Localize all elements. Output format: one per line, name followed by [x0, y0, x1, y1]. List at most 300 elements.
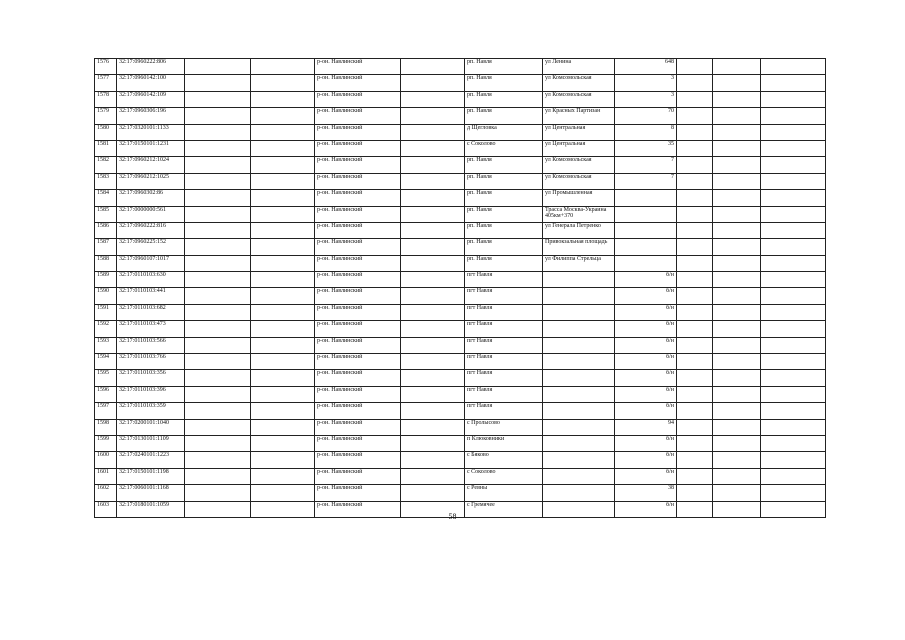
cell-house-number: б/н	[615, 386, 677, 402]
table-row	[95, 468, 826, 484]
cell-blank-col-11	[713, 386, 761, 402]
cell-blank-col-4	[251, 452, 315, 468]
cell-blank-col-3	[185, 239, 251, 255]
cell-blank-col-10	[677, 403, 713, 419]
cell-house-number: 3	[615, 75, 677, 91]
cell-cadastral-number: 32:17:0960306:196	[117, 108, 185, 124]
cell-locality: с Гремячее	[465, 501, 543, 517]
cell-blank-col-6	[401, 222, 465, 238]
cell-blank-col-6	[401, 255, 465, 271]
cell-blank-col-4	[251, 75, 315, 91]
cell-blank-col-12	[761, 255, 826, 271]
cell-blank-col-12	[761, 272, 826, 288]
cell-cadastral-number: 32:17:0110103:473	[117, 321, 185, 337]
cell-district: р-он. Навлинский	[315, 206, 401, 222]
cell-blank-col-4	[251, 91, 315, 107]
cell-locality: с Соколово	[465, 468, 543, 484]
cell-row-index: 1582	[95, 157, 117, 173]
cell-house-number: 8	[615, 124, 677, 140]
cell-blank-col-6	[401, 206, 465, 222]
cell-blank-col-12	[761, 386, 826, 402]
cell-blank-col-3	[185, 304, 251, 320]
table-row	[95, 124, 826, 140]
cell-blank-col-11	[713, 419, 761, 435]
cell-cadastral-number: 32:17:0960107:1017	[117, 255, 185, 271]
cell-row-index: 1578	[95, 91, 117, 107]
cell-blank-col-10	[677, 272, 713, 288]
cell-blank-col-4	[251, 354, 315, 370]
cell-blank-col-4	[251, 255, 315, 271]
table-body	[95, 59, 826, 518]
cell-blank-col-6	[401, 272, 465, 288]
cell-blank-col-12	[761, 337, 826, 353]
cell-blank-col-12	[761, 222, 826, 238]
cell-cadastral-number: 32:17:0960142:109	[117, 91, 185, 107]
cell-locality: рп. Навля	[465, 91, 543, 107]
cell-blank-col-11	[713, 157, 761, 173]
cell-street	[543, 419, 615, 435]
cell-house-number: 38	[615, 485, 677, 501]
cell-district: р-он. Навлинский	[315, 190, 401, 206]
table-row	[95, 321, 826, 337]
cell-blank-col-10	[677, 59, 713, 75]
cell-row-index: 1596	[95, 386, 117, 402]
cell-blank-col-4	[251, 403, 315, 419]
cell-blank-col-3	[185, 386, 251, 402]
cell-district: р-он. Навлинский	[315, 222, 401, 238]
cell-cadastral-number: 32:17:0130101:1109	[117, 435, 185, 451]
cell-blank-col-3	[185, 370, 251, 386]
cell-district: р-он. Навлинский	[315, 173, 401, 189]
cell-house-number: б/н	[615, 321, 677, 337]
cell-blank-col-10	[677, 419, 713, 435]
cell-blank-col-4	[251, 108, 315, 124]
cell-street	[543, 321, 615, 337]
cell-house-number: б/н	[615, 435, 677, 451]
cell-row-index: 1581	[95, 140, 117, 156]
cell-street: Привокзальная площадь	[543, 239, 615, 255]
cell-blank-col-4	[251, 435, 315, 451]
cell-blank-col-4	[251, 468, 315, 484]
cell-house-number	[615, 222, 677, 238]
cell-blank-col-4	[251, 124, 315, 140]
cell-blank-col-10	[677, 190, 713, 206]
cell-row-index: 1586	[95, 222, 117, 238]
cell-locality: рп. Навля	[465, 222, 543, 238]
cell-blank-col-4	[251, 419, 315, 435]
cell-house-number: б/н	[615, 272, 677, 288]
cell-house-number	[615, 206, 677, 222]
cell-blank-col-4	[251, 173, 315, 189]
cell-blank-col-6	[401, 403, 465, 419]
cell-blank-col-6	[401, 140, 465, 156]
cell-blank-col-6	[401, 321, 465, 337]
table-row	[95, 108, 826, 124]
cell-blank-col-11	[713, 288, 761, 304]
cell-blank-col-10	[677, 435, 713, 451]
cell-blank-col-12	[761, 321, 826, 337]
cell-locality: пгт Навля	[465, 337, 543, 353]
cell-blank-col-10	[677, 370, 713, 386]
cell-row-index: 1598	[95, 419, 117, 435]
cell-district: р-он. Навлинский	[315, 370, 401, 386]
table-row	[95, 386, 826, 402]
cell-house-number	[615, 239, 677, 255]
cell-locality: д Щегловка	[465, 124, 543, 140]
cell-street	[543, 485, 615, 501]
cell-street: ул Комсомольская	[543, 75, 615, 91]
cell-row-index: 1601	[95, 468, 117, 484]
table-row	[95, 288, 826, 304]
cell-blank-col-12	[761, 468, 826, 484]
cell-cadastral-number: 32:17:0150101:1231	[117, 140, 185, 156]
cell-street	[543, 288, 615, 304]
cell-blank-col-6	[401, 386, 465, 402]
cell-street: ул Ленина	[543, 59, 615, 75]
cell-blank-col-3	[185, 288, 251, 304]
cell-blank-col-6	[401, 157, 465, 173]
cell-blank-col-11	[713, 337, 761, 353]
cell-locality: рп. Навля	[465, 75, 543, 91]
cell-locality: пгт Навля	[465, 272, 543, 288]
cell-district: р-он. Навлинский	[315, 255, 401, 271]
cell-blank-col-6	[401, 337, 465, 353]
cell-blank-col-3	[185, 190, 251, 206]
table-row	[95, 173, 826, 189]
cell-row-index: 1591	[95, 304, 117, 320]
cell-district: р-он. Навлинский	[315, 91, 401, 107]
cell-blank-col-3	[185, 435, 251, 451]
cell-house-number: б/н	[615, 403, 677, 419]
cell-blank-col-4	[251, 190, 315, 206]
cell-blank-col-11	[713, 222, 761, 238]
cell-cadastral-number: 32:17:0960222:816	[117, 222, 185, 238]
table-row	[95, 222, 826, 238]
table-row	[95, 59, 826, 75]
cell-blank-col-6	[401, 452, 465, 468]
cell-locality: пгт Навля	[465, 354, 543, 370]
cell-blank-col-10	[677, 354, 713, 370]
cell-blank-col-10	[677, 452, 713, 468]
table-row	[95, 255, 826, 271]
page-number: 58	[448, 512, 457, 521]
cell-street	[543, 435, 615, 451]
cell-district: р-он. Навлинский	[315, 321, 401, 337]
cell-locality: рп. Навля	[465, 190, 543, 206]
cell-house-number: 7	[615, 157, 677, 173]
cell-blank-col-10	[677, 485, 713, 501]
table-row	[95, 157, 826, 173]
cell-street: ул Филиппа Стрельца	[543, 255, 615, 271]
cell-blank-col-6	[401, 75, 465, 91]
cell-row-index: 1577	[95, 75, 117, 91]
cell-district: р-он. Навлинский	[315, 288, 401, 304]
cell-locality: рп. Навля	[465, 157, 543, 173]
cell-street	[543, 354, 615, 370]
cell-locality: пгт Навля	[465, 370, 543, 386]
cell-district: р-он. Навлинский	[315, 452, 401, 468]
cell-locality: пгт Навля	[465, 304, 543, 320]
table-row	[95, 304, 826, 320]
cell-blank-col-11	[713, 485, 761, 501]
cell-blank-col-12	[761, 452, 826, 468]
cell-blank-col-3	[185, 91, 251, 107]
cell-blank-col-3	[185, 272, 251, 288]
cell-street: ул Комсомольская	[543, 157, 615, 173]
table-row	[95, 272, 826, 288]
cell-blank-col-11	[713, 403, 761, 419]
cell-blank-col-12	[761, 403, 826, 419]
cell-blank-col-11	[713, 370, 761, 386]
cell-blank-col-6	[401, 435, 465, 451]
cell-row-index: 1594	[95, 354, 117, 370]
cell-blank-col-12	[761, 108, 826, 124]
cell-street	[543, 386, 615, 402]
cell-blank-col-3	[185, 222, 251, 238]
cell-cadastral-number: 32:17:0150101:1198	[117, 468, 185, 484]
table-row	[95, 419, 826, 435]
cell-blank-col-6	[401, 190, 465, 206]
cell-house-number: б/н	[615, 468, 677, 484]
cell-blank-col-4	[251, 485, 315, 501]
cell-blank-col-11	[713, 124, 761, 140]
table-row	[95, 91, 826, 107]
cell-cadastral-number: 32:17:0110103:396	[117, 386, 185, 402]
cell-cadastral-number: 32:17:0200101:1040	[117, 419, 185, 435]
cell-house-number: 94	[615, 419, 677, 435]
cell-district: р-он. Навлинский	[315, 485, 401, 501]
cell-street: ул Комсомольская	[543, 173, 615, 189]
cell-blank-col-10	[677, 75, 713, 91]
cell-blank-col-6	[401, 304, 465, 320]
cell-cadastral-number: 32:17:0110103:682	[117, 304, 185, 320]
cell-blank-col-6	[401, 288, 465, 304]
cell-blank-col-6	[401, 239, 465, 255]
cell-blank-col-3	[185, 206, 251, 222]
cell-cadastral-number: 32:17:0060101:1168	[117, 485, 185, 501]
cell-blank-col-12	[761, 370, 826, 386]
cell-blank-col-11	[713, 468, 761, 484]
cell-locality: рп. Навля	[465, 108, 543, 124]
cell-district: р-он. Навлинский	[315, 140, 401, 156]
cell-blank-col-12	[761, 75, 826, 91]
cell-blank-col-3	[185, 403, 251, 419]
cell-blank-col-3	[185, 321, 251, 337]
cell-district: р-он. Навлинский	[315, 272, 401, 288]
cell-blank-col-3	[185, 173, 251, 189]
cell-street	[543, 272, 615, 288]
cell-blank-col-11	[713, 59, 761, 75]
cell-row-index: 1589	[95, 272, 117, 288]
cell-blank-col-12	[761, 485, 826, 501]
cell-blank-col-4	[251, 386, 315, 402]
cell-district: р-он. Навлинский	[315, 468, 401, 484]
cell-blank-col-12	[761, 288, 826, 304]
table-row	[95, 75, 826, 91]
cell-blank-col-3	[185, 337, 251, 353]
cell-street	[543, 370, 615, 386]
cell-cadastral-number: 32:17:0110103:566	[117, 337, 185, 353]
cell-district: р-он. Навлинский	[315, 337, 401, 353]
cell-locality: с Пролысово	[465, 419, 543, 435]
cell-blank-col-3	[185, 452, 251, 468]
cell-blank-col-3	[185, 140, 251, 156]
cell-blank-col-11	[713, 190, 761, 206]
cell-street: Трасса Москва-Украина 405км+370	[543, 206, 615, 222]
cell-locality: с Соколово	[465, 140, 543, 156]
cell-blank-col-10	[677, 321, 713, 337]
cell-blank-col-4	[251, 222, 315, 238]
cell-house-number: 3	[615, 91, 677, 107]
cell-blank-col-6	[401, 468, 465, 484]
cell-cadastral-number: 32:17:0960302:86	[117, 190, 185, 206]
cell-house-number: 70	[615, 108, 677, 124]
cell-blank-col-4	[251, 288, 315, 304]
cell-blank-col-12	[761, 419, 826, 435]
table-row	[95, 370, 826, 386]
cell-blank-col-11	[713, 452, 761, 468]
cell-blank-col-6	[401, 173, 465, 189]
cell-blank-col-10	[677, 91, 713, 107]
cell-row-index: 1603	[95, 501, 117, 517]
property-register-table	[94, 58, 826, 518]
cell-blank-col-11	[713, 321, 761, 337]
cell-cadastral-number: 32:17:0960212:1024	[117, 157, 185, 173]
cell-row-index: 1590	[95, 288, 117, 304]
cell-street	[543, 452, 615, 468]
cell-blank-col-12	[761, 59, 826, 75]
cell-row-index: 1602	[95, 485, 117, 501]
cell-row-index: 1595	[95, 370, 117, 386]
cell-cadastral-number: 32:17:0240101:1223	[117, 452, 185, 468]
cell-blank-col-12	[761, 304, 826, 320]
cell-district: р-он. Навлинский	[315, 501, 401, 517]
cell-locality: рп. Навля	[465, 206, 543, 222]
cell-blank-col-11	[713, 75, 761, 91]
cell-blank-col-4	[251, 370, 315, 386]
cell-blank-col-4	[251, 321, 315, 337]
cell-blank-col-4	[251, 59, 315, 75]
cell-blank-col-10	[677, 288, 713, 304]
table-row	[95, 354, 826, 370]
cell-blank-col-10	[677, 239, 713, 255]
cell-district: р-он. Навлинский	[315, 354, 401, 370]
cell-blank-col-11	[713, 255, 761, 271]
cell-blank-col-4	[251, 304, 315, 320]
cell-blank-col-4	[251, 140, 315, 156]
cell-district: р-он. Навлинский	[315, 59, 401, 75]
cell-blank-col-3	[185, 108, 251, 124]
cell-blank-col-10	[677, 206, 713, 222]
cell-blank-col-3	[185, 124, 251, 140]
cell-locality: пгт Навля	[465, 321, 543, 337]
cell-row-index: 1587	[95, 239, 117, 255]
cell-house-number: б/н	[615, 370, 677, 386]
cell-locality: пгт Навля	[465, 288, 543, 304]
cell-blank-col-11	[713, 435, 761, 451]
cell-blank-col-3	[185, 75, 251, 91]
cell-blank-col-6	[401, 354, 465, 370]
cell-locality: рп. Навля	[465, 239, 543, 255]
cell-locality: рп. Навля	[465, 173, 543, 189]
cell-blank-col-3	[185, 354, 251, 370]
cell-cadastral-number: 32:17:0960225:152	[117, 239, 185, 255]
cell-blank-col-12	[761, 435, 826, 451]
cell-row-index: 1576	[95, 59, 117, 75]
cell-blank-col-12	[761, 157, 826, 173]
cell-cadastral-number: 32:17:0960212:1025	[117, 173, 185, 189]
table-row	[95, 190, 826, 206]
cell-blank-col-10	[677, 304, 713, 320]
cell-row-index: 1599	[95, 435, 117, 451]
cell-blank-col-3	[185, 255, 251, 271]
cell-blank-col-11	[713, 173, 761, 189]
cell-blank-col-11	[713, 272, 761, 288]
cell-blank-col-12	[761, 124, 826, 140]
cell-street	[543, 337, 615, 353]
table-row	[95, 239, 826, 255]
cell-blank-col-10	[677, 255, 713, 271]
cell-district: р-он. Навлинский	[315, 403, 401, 419]
cell-blank-col-3	[185, 485, 251, 501]
cell-cadastral-number: 32:17:0960222:806	[117, 59, 185, 75]
cell-street	[543, 468, 615, 484]
cell-blank-col-6	[401, 370, 465, 386]
cell-locality: рп. Навля	[465, 59, 543, 75]
cell-locality: с Ревны	[465, 485, 543, 501]
cell-row-index: 1584	[95, 190, 117, 206]
cell-cadastral-number: 32:17:0110103:356	[117, 370, 185, 386]
cell-district: р-он. Навлинский	[315, 435, 401, 451]
table-row	[95, 403, 826, 419]
cell-street: ул Комсомольская	[543, 91, 615, 107]
cell-street	[543, 403, 615, 419]
cell-row-index: 1588	[95, 255, 117, 271]
cell-district: р-он. Навлинский	[315, 108, 401, 124]
cell-blank-col-3	[185, 468, 251, 484]
table-row	[95, 485, 826, 501]
cell-blank-col-10	[677, 140, 713, 156]
cell-district: р-он. Навлинский	[315, 157, 401, 173]
cell-district: р-он. Навлинский	[315, 304, 401, 320]
cell-street: ул Центральная	[543, 124, 615, 140]
cell-blank-col-10	[677, 173, 713, 189]
cell-house-number: б/н	[615, 337, 677, 353]
cell-blank-col-11	[713, 239, 761, 255]
cell-district: р-он. Навлинский	[315, 239, 401, 255]
cell-street	[543, 304, 615, 320]
cell-blank-col-4	[251, 272, 315, 288]
cell-row-index: 1580	[95, 124, 117, 140]
cell-blank-col-10	[677, 468, 713, 484]
cell-blank-col-4	[251, 206, 315, 222]
cell-cadastral-number: 32:17:0960142:100	[117, 75, 185, 91]
cell-cadastral-number: 32:17:0180101:1059	[117, 501, 185, 517]
cell-blank-col-12	[761, 239, 826, 255]
cell-cadastral-number: 32:17:0000000:561	[117, 206, 185, 222]
cell-row-index: 1593	[95, 337, 117, 353]
cell-blank-col-11	[713, 108, 761, 124]
cell-blank-col-6	[401, 124, 465, 140]
cell-blank-col-12	[761, 206, 826, 222]
cell-blank-col-11	[713, 354, 761, 370]
cell-blank-col-11	[713, 304, 761, 320]
cell-blank-col-6	[401, 59, 465, 75]
cell-house-number: 7	[615, 173, 677, 189]
cell-cadastral-number: 32:17:0110103:359	[117, 403, 185, 419]
cell-street: ул Центральная	[543, 140, 615, 156]
table-row	[95, 452, 826, 468]
